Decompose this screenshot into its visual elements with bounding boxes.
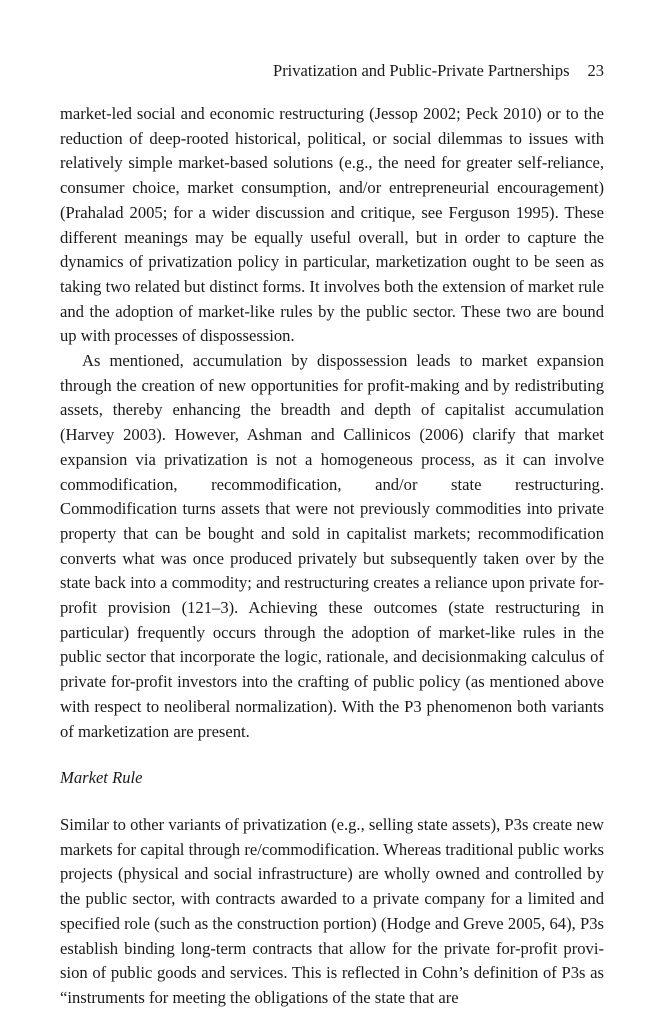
running-title: Privatization and Public-Private Partnerships (273, 61, 570, 80)
running-head (0, 60, 604, 82)
page-number: 23 (587, 61, 604, 80)
paragraph: Similar to other variants of privatization (e.g., selling state assets), P3s create new markets for capital through re/commodification. Whereas traditional public works projects (physical and social infrastructure) are wholly owned and controlled by the public sector, with contracts awarded to a private company for a limited and specified role (such as the construction portion) (Hodge and Greve 2005, 64), P3s establish binding long-term contracts that allow for the private for-profit provision of public goods and services. This is reflected in Cohn’s definition of P3s as “instruments for meeting the obligations of the state that are (60, 814, 604, 1007)
paragraph-continued: market-led social and economic restructuring (Jessop 2002; Peck 2010) or to the reduction of deep-rooted historical, political, or social dilemmas to issues with relatively simple market-based solutions (e.g., the need for greater self-reliance, consumer choice, market consumption, and/or entrepreneurial encouragement) (Prahalad 2005; for a wider discussion and critique, see Ferguson 1995). These different meanings may be equally useful overall, but in order to capture the dynamics of privatization policy in particular, marketization ought to be seen as taking two related but distinct forms. It involves both the extension of market rule and the adoption of market-like rules by the public sector. These two are bound up with processes of dispossession. (60, 104, 604, 346)
section-heading: Market Rule (60, 768, 143, 788)
body-text (60, 102, 604, 1011)
paragraph: As mentioned, accumulation by dispossession leads to market expansion through the creation of new opportunities for profit-making and by redistributing assets, thereby enhancing the breadth and depth of capitalist accumulation (Harvey 2003). However, Ashman and Callinicos (2006) clarify that market expansion via privatization is not a homogeneous process, as it can involve commodification, recommodification, and/or state restructuring. Commodification turns assets that were not previously commodities into private property that can be bought and sold in capitalist markets; recommodification converts what was once produced privately but subsequently taken over by the state back into a commodity; and restructuring creates a reliance upon private for-profit provision (121–3). Achieving these outcomes (state restructuring in particular) frequently occurs through the adoption of market-like rules in the public sector that incorporate the logic, rationale, and decisionmaking calculus of private for-profit investors into the crafting of public policy (as mentioned above with respect to neoliberal normalization). With the P3 phenomenon both variants of marketization are present. (60, 351, 604, 741)
